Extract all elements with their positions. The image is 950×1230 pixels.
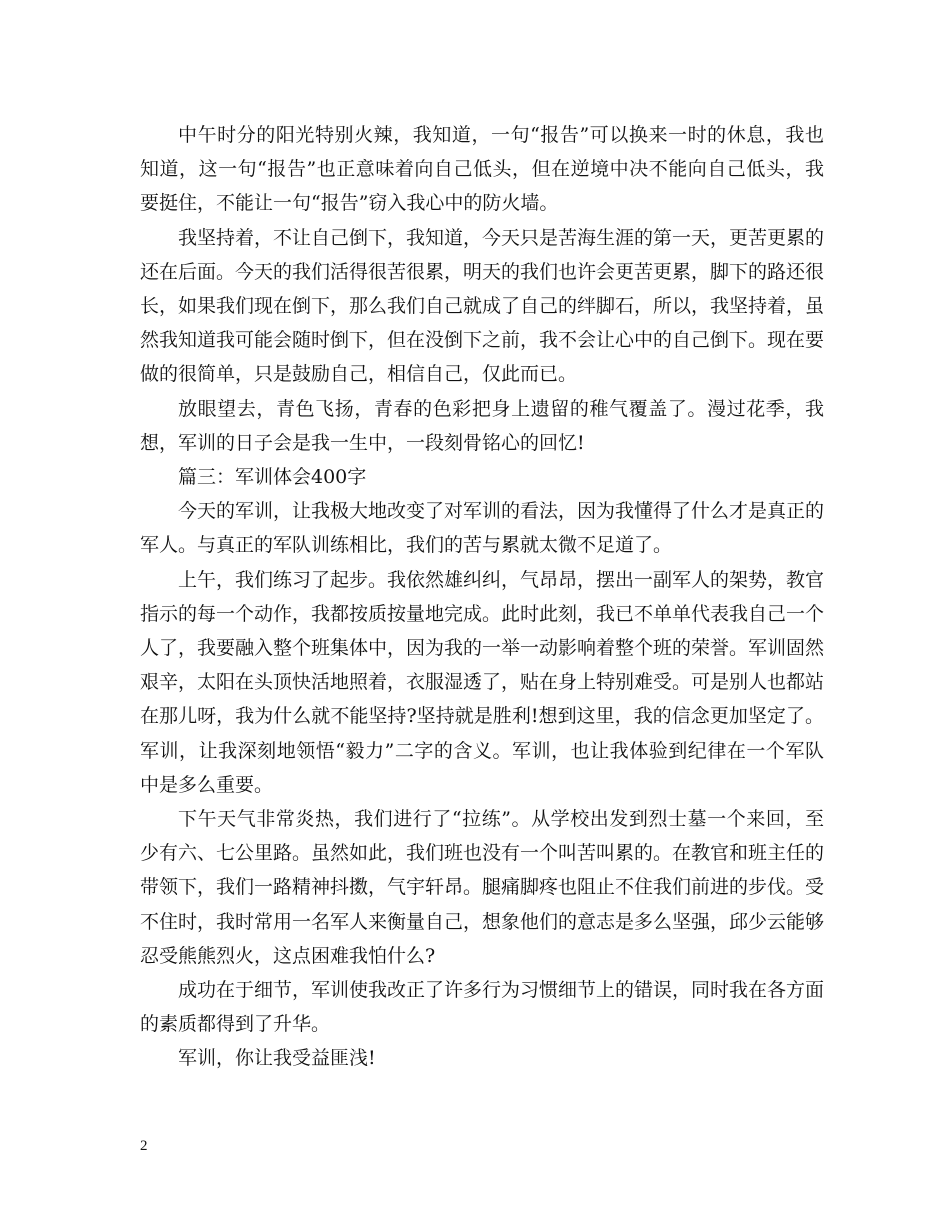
paragraph-today-training: 今天的军训，让我极大地改变了对军训的看法，因为我懂得了什么才是真正的军人。与真正的军队训练相比，我们的苦与累就太微不足道了。: [140, 500, 825, 557]
paragraph-persist: 我坚持着，不让自己倒下，我知道，今天只是苦海生涯的第一天，更苦更累的还在后面。今天的我们活得很苦很累，明天的我们也许会更苦更累，脚下的路还很长，如果我们现在倒下，那么我们自己就成了自己的绊脚石，所以，我坚持着，虽然我知道我可能会随时倒下，但在没倒下之前，我不会让心中的自己倒下。现在要做的很简单，只是鼓励自己，相信自己，仅此而已。: [140, 226, 825, 386]
section-heading: 篇三：军训体会400字: [178, 466, 367, 489]
paragraph-look-afar: 放眼望去，青色飞扬，青春的色彩把身上遗留的稚气覆盖了。漫过花季，我想，军训的日子会是我一生中，一段刻骨铭心的回忆!: [140, 397, 824, 454]
paragraph-details: 成功在于细节，军训使我改正了许多行为习惯细节上的错误，同时我在各方面的素质都得到了升华。: [140, 979, 825, 1036]
paragraph-closing: 军训，你让我受益匪浅!: [178, 1047, 376, 1070]
page-number: 2: [140, 1138, 148, 1154]
paragraph-noon-sun: 中午时分的阳光特别火辣，我知道，一句“报告”可以换来一时的休息，我也知道，这一句“报告”也正意味着向自己低头，但在逆境中决不能向自己低头，我要挺住，不能让一句“报告”窃入我心中的防火墙。: [140, 124, 824, 215]
document-body: [140, 118, 824, 1076]
paragraph-afternoon: 下午天气非常炎热，我们进行了“拉练”。从学校出发到烈士墓一个来回，至少有六、七公里路。虽然如此，我们班也没有一个叫苦叫累的。在教官和班主任的带领下，我们一路精神抖擞，气宇轩昂。腿痛脚疼也阻止不住我们前进的步伐。受不住时，我时常用一名军人来衡量自己，想象他们的意志是多么坚强，邱少云能够忍受熊熊烈火，这点困难我怕什么?: [140, 808, 825, 967]
paragraph-morning: 上午，我们练习了起步。我依然雄纠纠，气昂昂，摆出一副军人的架势，教官指示的每一个动作，我都按质按量地完成。此时此刻，我已不单单代表我自己一个人了，我要融入整个班集体中，因为我的一举一动影响着整个班的荣誉。军训固然艰辛，太阳在头顶快活地照着，衣服湿透了，贴在身上特别难受。可是别人也都站在那儿呀，我为什么就不能坚持?坚持就是胜利!想到这里，我的信念更加坚定了。军训，让我深刻地领悟“毅力”二字的含义。军训，也让我体验到纪律在一个军队中是多么重要。: [140, 568, 825, 796]
